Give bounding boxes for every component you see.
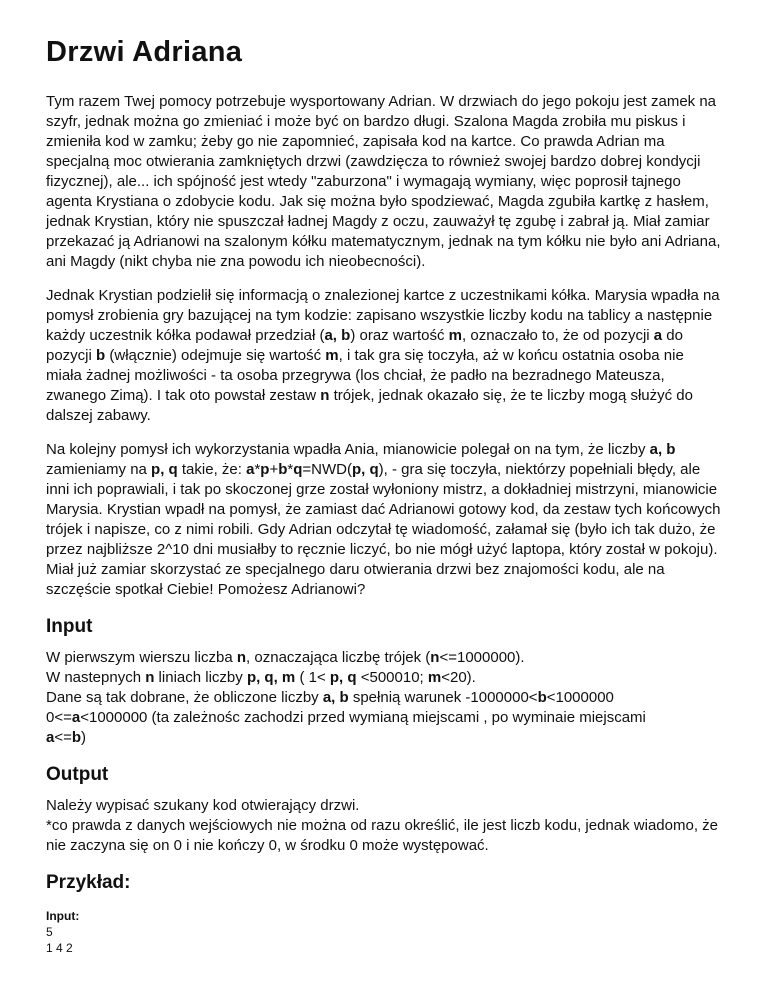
example-heading: Przykład:: [46, 872, 131, 893]
example-input: [46, 908, 722, 956]
example-section: [46, 870, 722, 956]
output-description: Należy wypisać szukany kod otwierający drzwi. *co prawda z danych wejściowych nie można od razu określić, ile jest liczb kodu, jednak wiadomo, że nie zaczyna się on 0 i nie kończy 0, w środku 0 może występować.: [46, 797, 718, 854]
output-heading: Output: [46, 764, 109, 785]
input-description: W pierwszym wierszu liczba n, oznaczająca liczbę trójek (n<=1000000). W nastepnych n liniach liczby p, q, m ( 1< p, q <500010; m<20). Dane są tak dobrane, że obliczone liczby a, b spełnią warunek -1000000<b<1000000 0<=a<1000000 (ta zależnośc zachodzi przed wymianą miejscami , po wyminaie miejscami a<=b): [46, 649, 646, 746]
example-line-2: 1 4 2: [46, 941, 73, 955]
story-paragraph-1: Tym razem Twej pomocy potrzebuje wysportowany Adrian. W drzwiach do jego pokoju jest zamek na szyfr, jednak można go zmieniać i może być on bardzo długi. Szalona Magda zrobiła mu piskus i zmieniła kod w zamku; żeby go nie zapomnieć, zapisała kod na kartce. Co prawda Adrian ma specjalną moc otwierania zamkniętych drzwi (zawdzięcza to również swojej bardzo dobrej kondycji fizycznej), ale... ich spójność jest wtedy "zaburzona" i wymagają wymiany, więc poprosił tajnego agenta Krystiana o zdobycie kodu. Jak się można było spodziewać, Magda zgubiła kartkę z hasłem, jednak Krystian, który nie spuszczał ładnej Magdy z oczu, zauważył tę zgubę i zabrał ją. Miał zamiar przekazać ją Adrianowi na szalonym kółku matematycznym, jednak na tym kółku nie było ani Adriana, ani Magdy (nikt chyba nie zna powodu ich nieobecności).: [46, 93, 721, 270]
example-line-1: 5: [46, 925, 53, 939]
story-paragraph-3: Na kolejny pomysł ich wykorzystania wpadła Ania, mianowicie polegał on na tym, że liczby a, b zamieniamy na p, q takie, że: a*p+b*q=NWD(p, q), - gra się toczyła, niektórzy popełniali błędy, ale inni ich poprawiali, i tak po skoczonej grze został wyłoniony mistrz, a dokładniej mistrzyni, mianowicie Marysia. Krystian wpadł na pomysł, że zamiast dać Adrianowi gotowy kod, da zestaw tych końcowych trójek i napisze, co z nimi robili. Gdy Adrian odczytał tę wiadomość, załamał się (było ich tak dużo, że przez najbliższe 2^10 dni musiałby to ręcznie liczyć, bo nie mógł użyć laptopa, który został w pokoju). Miał już zamiar skorzystać ze specjalnego daru otwierania drzwi bez znajomości kodu, ale na szczęście spotkał Ciebie! Pomożesz Adrianowi?: [46, 441, 721, 598]
story-paragraph-2: Jednak Krystian podzielił się informacją o znalezionej kartce z uczestnikami kółka. Marysia wpadła na pomysł zrobienia gry bazującej na tym kodzie: zapisano wszystkie liczby kodu na tablicy a następnie każdy uczestnik kółka podawał przedział (a, b) oraz wartość m, oznaczało to, że od pozycji a do pozycji b (włącznie) odejmuje się wartość m, i tak gra się toczyła, aż w końcu ostatnia osoba nie miała żadnej możliwości - ta osoba przegrywa (los chciał, że padło na bezradnego Mateusza, zwanego Zimą). I tak oto powstał zestaw n trójek, jednak okazało się, że te liczby mogą służyć do dalszej zabawy.: [46, 287, 720, 424]
example-input-label: Input:: [46, 909, 80, 923]
input-heading: Input: [46, 616, 93, 637]
output-section: [46, 762, 722, 856]
page-title: Drzwi Adriana: [46, 36, 243, 68]
input-section: [46, 614, 722, 748]
